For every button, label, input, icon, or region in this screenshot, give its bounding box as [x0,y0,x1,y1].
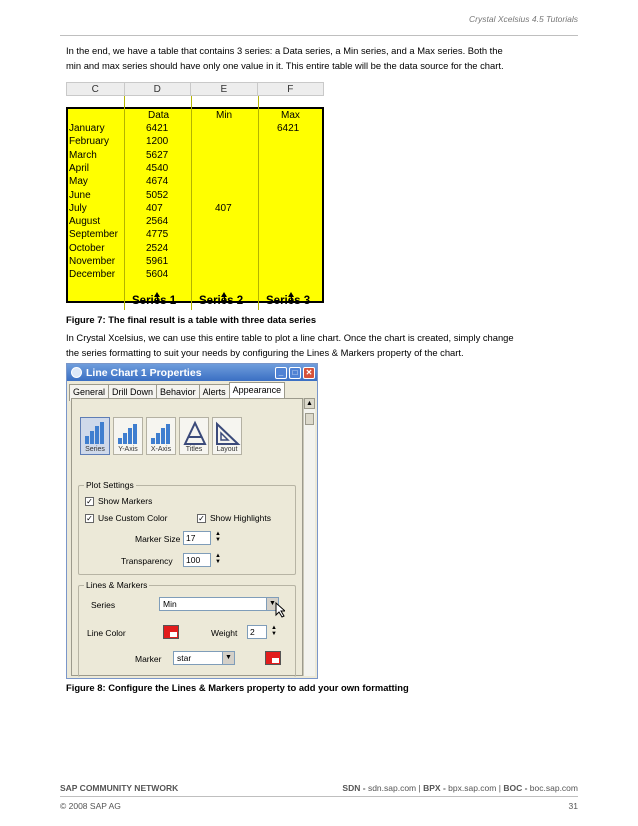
second-paragraph [66,330,576,360]
data-value: 1200 [146,136,169,148]
lines-markers-group [78,580,296,677]
spreadsheet-figure [66,82,324,310]
appearance-subtabs [80,417,245,455]
data-value: 5052 [146,189,169,201]
weight-stepper[interactable]: ▲ ▼ [271,625,277,637]
header-data: Data [148,110,170,121]
series-subtab-label: Series [85,446,105,453]
col-divider [258,96,259,310]
layout-icon [214,420,242,446]
month-label: April [69,162,90,174]
app-icon [71,367,82,378]
data-value: 5961 [146,256,169,267]
page-footer [60,783,578,797]
series-label: Series [91,600,116,610]
titles-icon [181,420,209,446]
tab-behavior[interactable]: Behavior [156,384,200,401]
tab-drill-down[interactable]: Drill Down [108,384,157,401]
footer-links [342,783,578,793]
month-label: June [69,189,91,201]
appearance-panel [71,398,303,676]
footer-bpx-link[interactable]: bpx.sap.com [448,783,497,793]
x-axis-subtab-icon[interactable] [146,417,176,455]
copyright: © 2008 SAP AG [60,801,121,811]
maximize-icon[interactable]: □ [289,367,301,379]
chevron-down-icon[interactable]: ▼ [222,652,234,664]
line-chart-properties-dialog [66,363,318,679]
month-label: December [69,269,116,281]
series-subtab-icon[interactable] [80,417,110,455]
series-label-2: Series 2 [199,295,244,307]
line-color-swatch[interactable] [163,625,179,639]
month-label: August [69,216,101,228]
footer-sdn-link[interactable]: sdn.sap.com [367,783,417,793]
column-headers [66,82,324,96]
marker-color-swatch[interactable] [265,651,281,665]
tab-general[interactable]: General [69,384,109,401]
lines-markers-legend: Lines & Markers [86,580,148,590]
checkmark-icon: ✓ [86,513,93,523]
month-label: March [69,149,97,161]
para2-line-2: the series formatting to suit your needs by configuring the Lines & Markers property of the chart. [66,347,464,358]
footer-network: SAP COMMUNITY NETWORK [60,783,179,793]
show-highlights-checkbox[interactable] [197,513,271,523]
chevron-down-icon[interactable]: ▼ [266,598,278,610]
header-max: Max [281,110,300,121]
weight-input[interactable]: 2 [247,625,267,639]
transparency-label: Transparency [121,556,173,566]
column-header-c: C [67,83,125,95]
column-header-f: F [287,84,294,95]
data-value: 5604 [146,269,169,281]
month-label: October [69,242,105,254]
intro-line-2: min and max series should have only one value in it. This entire table will be the data source for the chart. [66,60,504,71]
marker-dropdown[interactable] [173,651,235,665]
data-value: 2524 [146,242,169,254]
data-value: 2564 [146,216,169,228]
intro-line-1: In the end, we have a table that contains 3 series: a Data series, a Min series, and a Max series. Both the [66,45,503,56]
page-number: 31 [568,801,578,811]
footer-sdn-label: SDN - [342,783,366,793]
data-value: 4540 [146,162,169,174]
page-header [60,14,578,36]
month-label: November [69,256,116,267]
col-divider [191,96,192,310]
intro-paragraph [66,43,576,73]
max-value: 6421 [277,123,300,134]
tab-alerts[interactable]: Alerts [199,384,230,401]
checkmark-icon: ✓ [86,496,93,506]
transparency-input[interactable]: 100 [183,553,211,567]
use-custom-color-checkbox[interactable] [85,513,167,523]
marker-size-input[interactable]: 17 [183,531,211,545]
series-dropdown-value: Min [163,599,177,609]
y-axis-subtab-label: Y-Axis [118,446,138,453]
titles-subtab-label: Titles [185,446,203,453]
scroll-thumb[interactable] [305,413,314,425]
footer-separator: | [498,783,501,793]
layout-subtab-icon[interactable] [212,417,242,455]
close-icon[interactable]: ✕ [303,367,315,379]
min-value: 407 [215,203,232,214]
show-highlights-label: Show Highlights [210,513,271,523]
column-header-e: E [191,83,257,95]
figure-8-caption: Figure 8: Configure the Lines & Markers property to add your own formatting [66,682,409,693]
data-value: 6421 [146,123,169,134]
show-markers-label: Show Markers [98,496,153,506]
month-label: January [69,123,105,134]
layout-subtab-label: Layout [216,446,238,453]
data-value: 407 [146,202,163,214]
figure-7-caption: Figure 7: The final result is a table with three data series [66,314,317,325]
checkmark-icon: ✓ [198,513,205,523]
data-value: 4775 [146,229,169,241]
weight-label: Weight [211,628,238,638]
series-dropdown[interactable] [159,597,279,611]
dialog-titlebar [67,364,317,381]
series-label-3: Series 3 [266,295,311,307]
transparency-stepper[interactable]: ▲ ▼ [215,553,221,565]
col-divider [124,96,125,310]
month-label: September [69,229,118,241]
minimize-icon[interactable]: _ [275,367,287,379]
marker-label: Marker [135,654,162,664]
y-axis-subtab-icon[interactable] [113,417,143,455]
show-markers-checkbox[interactable] [85,496,152,506]
x-axis-subtab-label: X-Axis [150,446,172,453]
data-value: 5627 [146,149,169,161]
footer-separator: | [418,783,421,793]
para2-line-1: In Crystal Xcelsius, we can use this entire table to plot a line chart. Once the chart is created, simply change [66,332,514,343]
header-min: Min [216,110,233,121]
panel-scrollbar[interactable] [303,398,315,676]
marker-dropdown-value: star [177,653,192,663]
footer-bottom [60,801,578,811]
series-label-1: Series 1 [132,295,177,307]
month-label: July [69,202,87,214]
footer-boc-label: BOC - [503,783,528,793]
dialog-title: Line Chart 1 Properties [86,366,202,379]
scroll-up-icon[interactable]: ▲ [304,398,315,409]
plot-settings-legend: Plot Settings [86,480,134,490]
footer-bpx-label: BPX - [423,783,446,793]
line-color-label: Line Color [87,628,126,638]
data-value: 4674 [146,176,169,188]
marker-size-label: Marker Size [135,534,181,544]
titles-subtab-icon[interactable] [179,417,209,455]
tab-appearance[interactable]: Appearance [229,382,286,399]
use-custom-color-label: Use Custom Color [98,513,168,523]
footer-boc-link[interactable]: boc.sap.com [529,783,578,793]
marker-size-stepper[interactable]: ▲ ▼ [215,531,221,543]
month-label: May [69,176,88,188]
mouse-cursor-icon [275,602,285,618]
column-header-d: D [125,83,191,95]
plot-settings-group [78,480,296,575]
month-label: February [69,136,110,148]
header-title: Crystal Xcelsius 4.5 Tutorials [469,14,578,24]
